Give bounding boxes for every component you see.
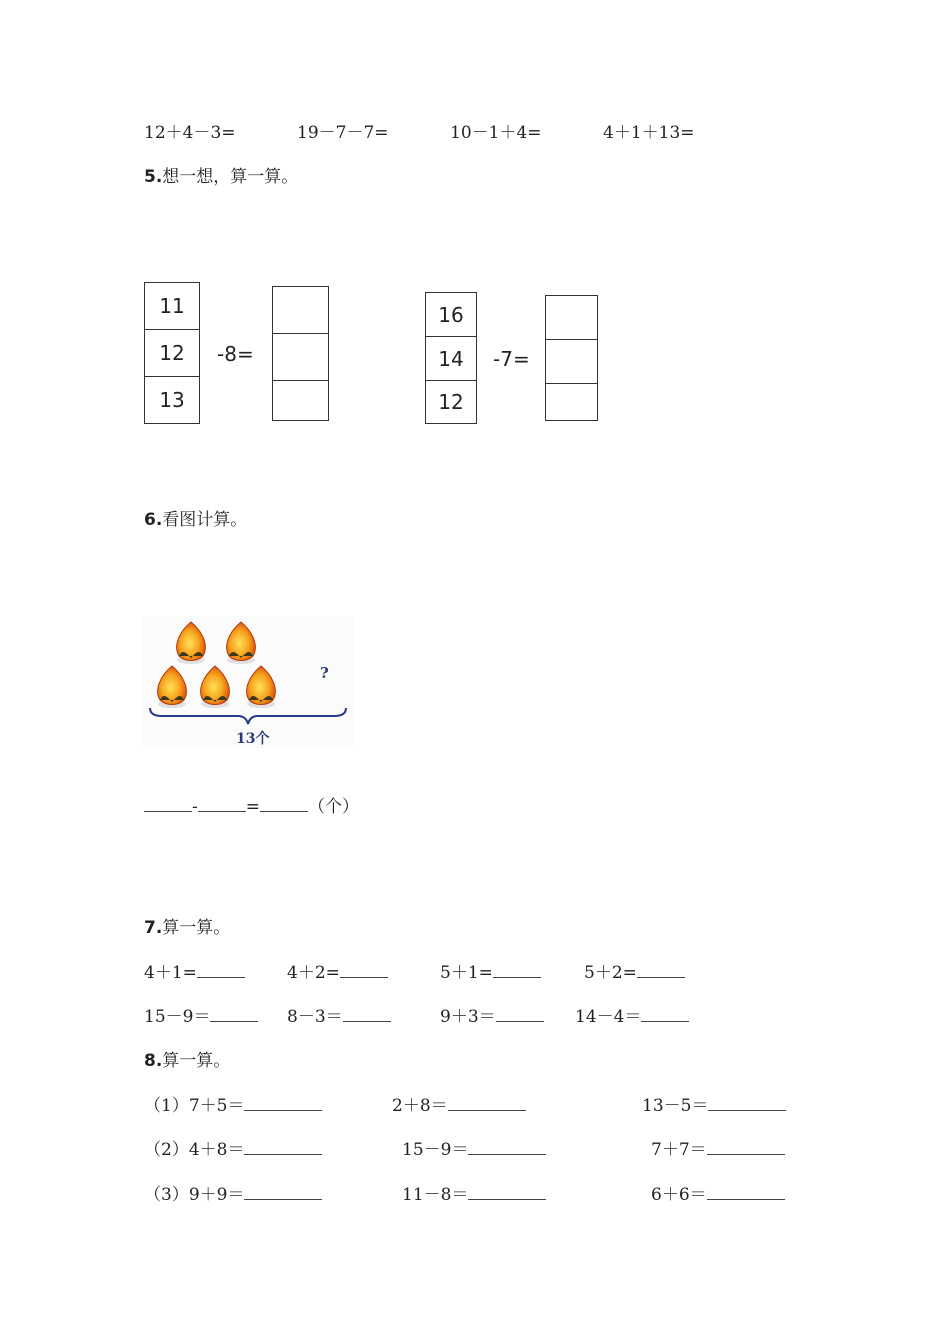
question-mark-label: ? [320,664,329,682]
answer-blank[interactable] [637,963,685,978]
answer-blank[interactable] [468,1140,546,1155]
q5-right-number: 12 [438,390,464,414]
equals-sign: = [245,797,260,817]
q5-right-number: 16 [426,293,476,337]
answer-blank[interactable] [210,1007,258,1022]
q4-equation-2: 19－7－7= [297,123,389,143]
q4-equation-3: 10－1＋4= [450,123,542,143]
q5-right-number-stack [425,292,477,424]
q8-equation: 6＋6＝ [651,1180,785,1205]
q8-equation: （2）4＋8＝ [144,1135,322,1160]
answer-blank[interactable] [496,1007,544,1022]
q7-equation: 4＋1= [144,958,245,983]
answer-blank[interactable] [244,1185,322,1200]
q7-equation: 4＋2= [287,958,388,983]
q5-left-operator: -8= [217,342,254,366]
answer-blank[interactable] [244,1096,322,1111]
answer-blank[interactable] [260,797,308,812]
q5-left-number: 11 [145,283,199,330]
answer-blank[interactable] [641,1007,689,1022]
q6-heading [144,505,247,530]
q5-right-answer-box[interactable] [546,296,597,340]
q5-heading [144,162,298,187]
total-label: 13个 [236,731,270,747]
q8-equation: 7＋7＝ [651,1135,785,1160]
q7-number: 7. [144,918,163,938]
q6-title: 看图计算。 [162,510,248,530]
q5-left-number-stack [144,282,200,424]
answer-blank[interactable] [144,797,192,812]
q5-right-operator: -7= [493,347,530,371]
q4-equation-4: 4＋1＋13= [603,123,695,143]
answer-blank[interactable] [244,1140,322,1155]
q7-heading [144,913,230,938]
q7-equation: 14－4＝ [575,1002,689,1027]
answer-blank[interactable] [708,1096,786,1111]
q5-left-answer-box[interactable] [273,381,328,420]
q5-right-answer-box[interactable] [546,340,597,384]
q8-equation: 11－8＝ [402,1180,546,1205]
answer-blank[interactable] [707,1185,785,1200]
q5-right-number: 14 [426,337,476,381]
answer-blank[interactable] [343,1007,391,1022]
q8-heading [144,1046,230,1071]
q5-left-answer-stack [272,286,329,421]
q8-equation: （1）7＋5＝ [144,1091,322,1116]
minus-sign: - [192,797,198,817]
answer-blank[interactable] [468,1185,546,1200]
q5-left-answer-box[interactable] [273,287,328,334]
answer-blank[interactable] [493,963,541,978]
q8-equation: 2＋8＝ [392,1091,526,1116]
q6-answer-line [144,792,359,817]
q7-equation: 9＋3＝ [440,1002,544,1027]
q5-title: 想一想，算一算。 [162,167,299,187]
q5-right-answer-box[interactable] [546,384,597,419]
q7-equation: 5＋2= [584,958,685,983]
q5-left-answer-box[interactable] [273,334,328,381]
q8-equation: （3）9＋9＝ [144,1180,322,1205]
peach-illustration [142,616,354,748]
q5-left-number: 12 [145,330,199,377]
q7-equation: 15－9＝ [144,1002,258,1027]
q4-equation-1: 12＋4－3= [144,123,236,143]
q8-title: 算一算。 [162,1051,231,1071]
q8-number: 8. [144,1051,163,1071]
q5-left-number: 13 [159,388,185,412]
q5-right-answer-stack [545,295,598,421]
answer-blank[interactable] [707,1140,785,1155]
unit-label: （个） [308,797,359,817]
q7-equation: 5＋1= [440,958,541,983]
q8-equation: 13－5＝ [642,1091,786,1116]
answer-blank[interactable] [197,963,245,978]
answer-blank[interactable] [448,1096,526,1111]
q7-equation: 8－3＝ [287,1002,391,1027]
answer-blank[interactable] [340,963,388,978]
q5-number: 5. [144,167,163,187]
q7-title: 算一算。 [162,918,231,938]
q8-equation: 15－9＝ [402,1135,546,1160]
answer-blank[interactable] [198,797,246,812]
q6-number: 6. [144,510,163,530]
